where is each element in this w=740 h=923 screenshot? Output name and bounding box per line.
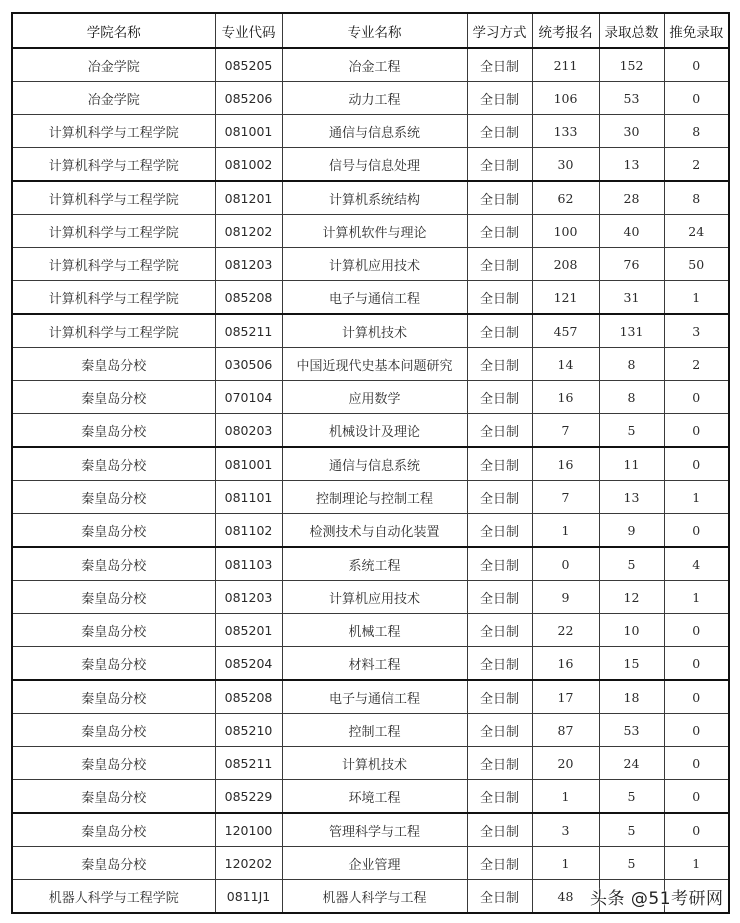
- college-cell: 秦皇岛分校: [12, 747, 215, 780]
- applicants-cell: 1: [532, 780, 599, 814]
- college-cell: 计算机科学与工程学院: [12, 314, 215, 348]
- major-code-cell: 081101: [215, 481, 282, 514]
- applicants-cell: 30: [532, 148, 599, 182]
- admitted-total-cell: 53: [599, 82, 664, 115]
- recommended-cell: 24: [664, 215, 729, 248]
- major-code-cell: 081203: [215, 248, 282, 281]
- table-row: [12, 82, 729, 115]
- header-major-code: 专业代码: [215, 13, 282, 48]
- study-mode-cell: 全日制: [467, 414, 532, 448]
- major-name-cell: 计算机技术: [282, 747, 467, 780]
- major-name-cell: 机器人科学与工程: [282, 880, 467, 914]
- recommended-cell: 8: [664, 181, 729, 215]
- admitted-total-cell: 8: [599, 381, 664, 414]
- study-mode-cell: 全日制: [467, 880, 532, 914]
- table-row: [12, 48, 729, 82]
- applicants-cell: 22: [532, 614, 599, 647]
- recommended-cell: 0: [664, 714, 729, 747]
- admitted-total-cell: 13: [599, 481, 664, 514]
- applicants-cell: 457: [532, 314, 599, 348]
- major-code-cell: 081103: [215, 547, 282, 581]
- applicants-cell: 3: [532, 813, 599, 847]
- applicants-cell: 20: [532, 747, 599, 780]
- recommended-cell: 0: [664, 381, 729, 414]
- study-mode-cell: 全日制: [467, 82, 532, 115]
- major-code-cell: 081102: [215, 514, 282, 548]
- admitted-total-cell: 5: [599, 414, 664, 448]
- table-row: [12, 847, 729, 880]
- admitted-total-cell: 24: [599, 747, 664, 780]
- college-cell: 秦皇岛分校: [12, 481, 215, 514]
- admitted-total-cell: 30: [599, 115, 664, 148]
- admitted-total-cell: 10: [599, 614, 664, 647]
- header-admitted-total: 录取总数: [599, 13, 664, 48]
- study-mode-cell: 全日制: [467, 48, 532, 82]
- admitted-total-cell: 28: [599, 181, 664, 215]
- major-code-cell: 081203: [215, 581, 282, 614]
- college-cell: 秦皇岛分校: [12, 547, 215, 581]
- college-cell: 秦皇岛分校: [12, 381, 215, 414]
- recommended-cell: 0: [664, 747, 729, 780]
- study-mode-cell: 全日制: [467, 680, 532, 714]
- recommended-cell: 0: [664, 614, 729, 647]
- recommended-cell: 1: [664, 847, 729, 880]
- applicants-cell: 121: [532, 281, 599, 315]
- admitted-total-cell: 5: [599, 847, 664, 880]
- applicants-cell: 48: [532, 880, 599, 914]
- study-mode-cell: 全日制: [467, 447, 532, 481]
- major-code-cell: 085208: [215, 281, 282, 315]
- major-code-cell: 030506: [215, 348, 282, 381]
- major-code-cell: 120202: [215, 847, 282, 880]
- major-name-cell: 计算机应用技术: [282, 581, 467, 614]
- table-row: [12, 647, 729, 681]
- recommended-cell: 0: [664, 447, 729, 481]
- major-name-cell: 应用数学: [282, 381, 467, 414]
- admitted-total-cell: 40: [599, 215, 664, 248]
- table-row: [12, 115, 729, 148]
- applicants-cell: 106: [532, 82, 599, 115]
- major-name-cell: 机械工程: [282, 614, 467, 647]
- recommended-cell: 0: [664, 82, 729, 115]
- recommended-cell: 0: [664, 813, 729, 847]
- admitted-total-cell: 12: [599, 581, 664, 614]
- recommended-cell: 0: [664, 48, 729, 82]
- table-row: [12, 381, 729, 414]
- table-row: [12, 714, 729, 747]
- major-code-cell: 085211: [215, 747, 282, 780]
- header-college: 学院名称: [12, 13, 215, 48]
- admitted-total-cell: 18: [599, 680, 664, 714]
- recommended-cell: 3: [664, 314, 729, 348]
- applicants-cell: 14: [532, 348, 599, 381]
- major-code-cell: 080203: [215, 414, 282, 448]
- college-cell: 计算机科学与工程学院: [12, 115, 215, 148]
- admitted-total-cell: 15: [599, 647, 664, 681]
- applicants-cell: 100: [532, 215, 599, 248]
- watermark: 头条 @51考研网: [590, 889, 724, 909]
- study-mode-cell: 全日制: [467, 581, 532, 614]
- table-row: [12, 514, 729, 548]
- recommended-cell: 1: [664, 581, 729, 614]
- major-name-cell: 中国近现代史基本问题研究: [282, 348, 467, 381]
- table-row: [12, 248, 729, 281]
- major-code-cell: 0811J1: [215, 880, 282, 914]
- table-row: [12, 314, 729, 348]
- applicants-cell: 7: [532, 481, 599, 514]
- major-code-cell: 081202: [215, 215, 282, 248]
- table-row: [12, 780, 729, 814]
- college-cell: 计算机科学与工程学院: [12, 148, 215, 182]
- major-code-cell: 085205: [215, 48, 282, 82]
- major-name-cell: 动力工程: [282, 82, 467, 115]
- major-name-cell: 检测技术与自动化装置: [282, 514, 467, 548]
- recommended-cell: 4: [664, 547, 729, 581]
- study-mode-cell: 全日制: [467, 181, 532, 215]
- major-name-cell: 机械设计及理论: [282, 414, 467, 448]
- major-name-cell: 通信与信息系统: [282, 115, 467, 148]
- recommended-cell: 50: [664, 248, 729, 281]
- admitted-total-cell: 152: [599, 48, 664, 82]
- table-body: [12, 48, 729, 913]
- admitted-total-cell: 31: [599, 281, 664, 315]
- major-code-cell: 085201: [215, 614, 282, 647]
- study-mode-cell: 全日制: [467, 148, 532, 182]
- applicants-cell: 62: [532, 181, 599, 215]
- study-mode-cell: 全日制: [467, 514, 532, 548]
- header-recommended: 推免录取: [664, 13, 729, 48]
- major-name-cell: 管理科学与工程: [282, 813, 467, 847]
- major-name-cell: 电子与通信工程: [282, 281, 467, 315]
- admitted-total-cell: 131: [599, 314, 664, 348]
- major-name-cell: 系统工程: [282, 547, 467, 581]
- table-row: [12, 414, 729, 448]
- major-name-cell: 计算机应用技术: [282, 248, 467, 281]
- admitted-total-cell: 5: [599, 780, 664, 814]
- study-mode-cell: 全日制: [467, 281, 532, 315]
- college-cell: 秦皇岛分校: [12, 447, 215, 481]
- applicants-cell: 211: [532, 48, 599, 82]
- major-name-cell: 通信与信息系统: [282, 447, 467, 481]
- major-code-cell: 085204: [215, 647, 282, 681]
- major-name-cell: 材料工程: [282, 647, 467, 681]
- college-cell: 秦皇岛分校: [12, 714, 215, 747]
- study-mode-cell: 全日制: [467, 747, 532, 780]
- study-mode-cell: 全日制: [467, 813, 532, 847]
- header-row: [12, 13, 729, 48]
- study-mode-cell: 全日制: [467, 381, 532, 414]
- applicants-cell: 16: [532, 381, 599, 414]
- study-mode-cell: 全日制: [467, 647, 532, 681]
- header-study-mode: 学习方式: [467, 13, 532, 48]
- recommended-cell: 0: [664, 414, 729, 448]
- table-row: [12, 447, 729, 481]
- applicants-cell: 1: [532, 847, 599, 880]
- major-name-cell: 计算机软件与理论: [282, 215, 467, 248]
- table-row: [12, 148, 729, 182]
- major-name-cell: 冶金工程: [282, 48, 467, 82]
- major-name-cell: 企业管理: [282, 847, 467, 880]
- college-cell: 计算机科学与工程学院: [12, 281, 215, 315]
- study-mode-cell: 全日制: [467, 115, 532, 148]
- college-cell: 秦皇岛分校: [12, 414, 215, 448]
- major-code-cell: 081201: [215, 181, 282, 215]
- college-cell: 秦皇岛分校: [12, 680, 215, 714]
- recommended-cell: 1: [664, 481, 729, 514]
- table-row: [12, 680, 729, 714]
- college-cell: 秦皇岛分校: [12, 614, 215, 647]
- applicants-cell: 0: [532, 547, 599, 581]
- college-cell: 机器人科学与工程学院: [12, 880, 215, 914]
- college-cell: 秦皇岛分校: [12, 847, 215, 880]
- major-code-cell: 081002: [215, 148, 282, 182]
- recommended-cell: 8: [664, 115, 729, 148]
- applicants-cell: 7: [532, 414, 599, 448]
- study-mode-cell: 全日制: [467, 714, 532, 747]
- admitted-total-cell: 9: [599, 514, 664, 548]
- major-code-cell: 085211: [215, 314, 282, 348]
- study-mode-cell: 全日制: [467, 248, 532, 281]
- major-code-cell: 085210: [215, 714, 282, 747]
- major-name-cell: 信号与信息处理: [282, 148, 467, 182]
- header-major-name: 专业名称: [282, 13, 467, 48]
- applicants-cell: 208: [532, 248, 599, 281]
- major-name-cell: 控制理论与控制工程: [282, 481, 467, 514]
- study-mode-cell: 全日制: [467, 314, 532, 348]
- college-cell: 秦皇岛分校: [12, 813, 215, 847]
- applicants-cell: 9: [532, 581, 599, 614]
- table-row: [12, 813, 729, 847]
- recommended-cell: 0: [664, 647, 729, 681]
- college-cell: 计算机科学与工程学院: [12, 215, 215, 248]
- admitted-total-cell: 13: [599, 148, 664, 182]
- admitted-total-cell: 11: [599, 447, 664, 481]
- major-name-cell: 计算机系统结构: [282, 181, 467, 215]
- college-cell: 秦皇岛分校: [12, 348, 215, 381]
- table-row: [12, 281, 729, 315]
- major-name-cell: 控制工程: [282, 714, 467, 747]
- major-code-cell: 070104: [215, 381, 282, 414]
- table-row: [12, 581, 729, 614]
- major-name-cell: 电子与通信工程: [282, 680, 467, 714]
- college-cell: 秦皇岛分校: [12, 780, 215, 814]
- study-mode-cell: 全日制: [467, 614, 532, 647]
- applicants-cell: 133: [532, 115, 599, 148]
- table-row: [12, 547, 729, 581]
- admitted-total-cell: 76: [599, 248, 664, 281]
- recommended-cell: 2: [664, 148, 729, 182]
- table-row: [12, 747, 729, 780]
- college-cell: 冶金学院: [12, 48, 215, 82]
- applicants-cell: 16: [532, 647, 599, 681]
- recommended-cell: 2: [664, 348, 729, 381]
- college-cell: 计算机科学与工程学院: [12, 248, 215, 281]
- recommended-cell: 1: [664, 281, 729, 315]
- study-mode-cell: 全日制: [467, 780, 532, 814]
- major-code-cell: 085206: [215, 82, 282, 115]
- college-cell: 秦皇岛分校: [12, 647, 215, 681]
- college-cell: 计算机科学与工程学院: [12, 181, 215, 215]
- college-cell: 冶金学院: [12, 82, 215, 115]
- college-cell: 秦皇岛分校: [12, 514, 215, 548]
- admitted-total-cell: 5: [599, 547, 664, 581]
- table-row: [12, 181, 729, 215]
- major-code-cell: 081001: [215, 447, 282, 481]
- applicants-cell: 1: [532, 514, 599, 548]
- applicants-cell: 87: [532, 714, 599, 747]
- college-cell: 秦皇岛分校: [12, 581, 215, 614]
- table-row: [12, 348, 729, 381]
- table-row: [12, 614, 729, 647]
- admissions-table: [11, 12, 730, 914]
- header-applicants: 统考报名: [532, 13, 599, 48]
- major-name-cell: 环境工程: [282, 780, 467, 814]
- major-name-cell: 计算机技术: [282, 314, 467, 348]
- major-code-cell: 085229: [215, 780, 282, 814]
- admitted-total-cell: 53: [599, 714, 664, 747]
- applicants-cell: 17: [532, 680, 599, 714]
- study-mode-cell: 全日制: [467, 348, 532, 381]
- major-code-cell: 120100: [215, 813, 282, 847]
- recommended-cell: 0: [664, 780, 729, 814]
- recommended-cell: 0: [664, 514, 729, 548]
- admitted-total-cell: 8: [599, 348, 664, 381]
- major-code-cell: 081001: [215, 115, 282, 148]
- study-mode-cell: 全日制: [467, 481, 532, 514]
- study-mode-cell: 全日制: [467, 547, 532, 581]
- recommended-cell: 0: [664, 680, 729, 714]
- admitted-total-cell: 5: [599, 813, 664, 847]
- major-code-cell: 085208: [215, 680, 282, 714]
- study-mode-cell: 全日制: [467, 847, 532, 880]
- table-row: [12, 215, 729, 248]
- applicants-cell: 16: [532, 447, 599, 481]
- table-row: [12, 481, 729, 514]
- study-mode-cell: 全日制: [467, 215, 532, 248]
